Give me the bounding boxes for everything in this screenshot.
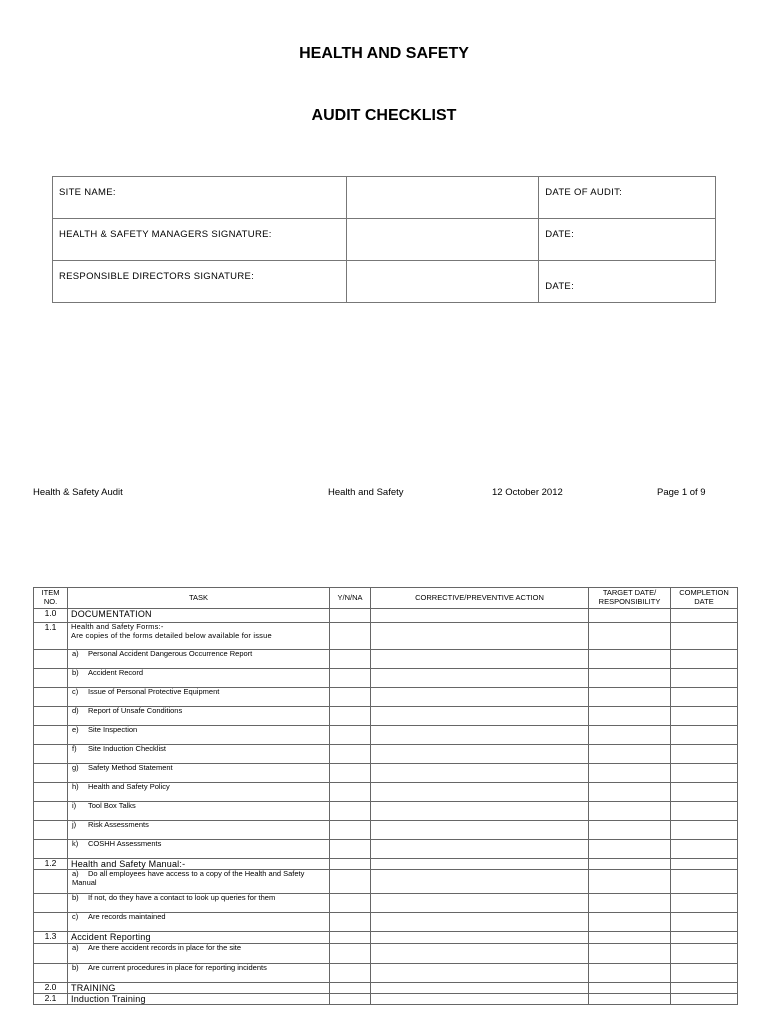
section-heading: DOCUMENTATION — [71, 609, 152, 619]
director-date-label: DATE: — [539, 261, 716, 303]
target-cell[interactable] — [589, 688, 671, 707]
task-text: Issue of Personal Protective Equipment — [88, 687, 220, 696]
item-letter: g) — [72, 763, 79, 772]
task-cell — [68, 650, 330, 669]
yn-cell[interactable] — [330, 821, 371, 840]
director-signature-label: RESPONSIBLE DIRECTORS SIGNATURE: — [53, 261, 347, 303]
item-letter: c) — [72, 687, 79, 696]
checklist-row — [34, 609, 738, 623]
item-letter: f) — [72, 744, 77, 753]
item-number — [34, 745, 68, 764]
manager-date-label: DATE: — [539, 219, 716, 261]
yn-cell[interactable] — [330, 840, 371, 859]
completion-cell[interactable] — [671, 859, 738, 870]
completion-cell[interactable] — [671, 840, 738, 859]
item-number — [34, 650, 68, 669]
task-cell — [68, 913, 330, 932]
header-completion: COMPLETION DATE — [671, 588, 738, 609]
target-cell[interactable] — [589, 913, 671, 932]
checklist-row — [34, 802, 738, 821]
checklist-row — [34, 821, 738, 840]
yn-cell[interactable] — [330, 994, 371, 1005]
yn-cell[interactable] — [330, 802, 371, 821]
header-item-no: ITEM NO. — [34, 588, 68, 609]
checklist-row — [34, 943, 738, 963]
checklist-row — [34, 840, 738, 859]
signoff-row-site — [53, 177, 716, 219]
completion-cell[interactable] — [671, 609, 738, 623]
yn-cell[interactable] — [330, 650, 371, 669]
site-name-label: SITE NAME: — [53, 177, 347, 219]
task-cell — [68, 623, 330, 650]
director-signature-field[interactable] — [346, 261, 539, 303]
checklist-row — [34, 669, 738, 688]
item-number — [34, 894, 68, 913]
completion-cell[interactable] — [671, 913, 738, 932]
action-cell[interactable] — [371, 859, 589, 870]
task-cell — [68, 745, 330, 764]
target-cell[interactable] — [589, 783, 671, 802]
task-text: Risk Assessments — [88, 820, 149, 829]
action-cell[interactable] — [371, 894, 589, 913]
action-cell[interactable] — [371, 840, 589, 859]
yn-cell[interactable] — [330, 745, 371, 764]
checklist-row — [34, 870, 738, 894]
checklist-row — [34, 963, 738, 982]
section-description: Are copies of the forms detailed below available for issue — [71, 630, 272, 640]
yn-cell[interactable] — [330, 943, 371, 963]
section-heading: Health and Safety Forms:- — [71, 622, 164, 631]
action-cell[interactable] — [371, 745, 589, 764]
task-text: Are there accident records in place for the site — [88, 943, 241, 952]
hs-manager-signature-field[interactable] — [346, 219, 539, 261]
task-text: If not, do they have a contact to look up queries for them — [88, 893, 276, 903]
task-cell — [68, 707, 330, 726]
item-number — [34, 707, 68, 726]
task-cell — [68, 821, 330, 840]
target-cell[interactable] — [589, 802, 671, 821]
yn-cell[interactable] — [330, 764, 371, 783]
action-cell[interactable] — [371, 764, 589, 783]
item-letter: i) — [72, 801, 77, 810]
item-number — [34, 764, 68, 783]
completion-cell[interactable] — [671, 943, 738, 963]
task-cell — [68, 802, 330, 821]
item-letter: b) — [72, 893, 79, 903]
item-letter: j) — [72, 820, 77, 829]
action-cell[interactable] — [371, 802, 589, 821]
document-subtitle: AUDIT CHECKLIST — [311, 107, 457, 124]
action-cell[interactable] — [371, 963, 589, 982]
checklist-row — [34, 688, 738, 707]
completion-cell[interactable] — [671, 821, 738, 840]
yn-cell[interactable] — [330, 894, 371, 913]
checklist-row — [34, 650, 738, 669]
target-cell[interactable] — [589, 982, 671, 993]
yn-cell[interactable] — [330, 932, 371, 943]
action-cell[interactable] — [371, 932, 589, 943]
task-text: Site Induction Checklist — [88, 744, 166, 753]
checklist-row — [34, 894, 738, 913]
footer-center: Health and Safety — [328, 487, 404, 498]
checklist-row — [34, 783, 738, 802]
task-text: Health and Safety Policy — [88, 782, 170, 791]
checklist-row — [34, 707, 738, 726]
item-number: 1.0 — [34, 609, 68, 623]
yn-cell[interactable] — [330, 707, 371, 726]
completion-cell[interactable] — [671, 894, 738, 913]
item-number: 1.3 — [34, 932, 68, 943]
footer-page-number: Page 1 of 9 — [657, 487, 706, 498]
action-cell[interactable] — [371, 623, 589, 650]
target-cell[interactable] — [589, 894, 671, 913]
checklist-row — [34, 745, 738, 764]
task-cell — [68, 870, 330, 894]
task-cell — [68, 932, 330, 943]
task-cell — [68, 783, 330, 802]
item-letter: b) — [72, 668, 79, 677]
task-cell — [68, 726, 330, 745]
yn-cell[interactable] — [330, 870, 371, 894]
completion-cell[interactable] — [671, 764, 738, 783]
target-cell[interactable] — [589, 821, 671, 840]
item-number: 2.1 — [34, 994, 68, 1005]
target-cell[interactable] — [589, 745, 671, 764]
target-cell[interactable] — [589, 859, 671, 870]
action-cell[interactable] — [371, 688, 589, 707]
completion-cell[interactable] — [671, 650, 738, 669]
target-cell[interactable] — [589, 609, 671, 623]
item-letter: a) — [72, 943, 79, 952]
action-cell[interactable] — [371, 707, 589, 726]
yn-cell[interactable] — [330, 859, 371, 870]
yn-cell[interactable] — [330, 609, 371, 623]
task-text: Accident Record — [88, 668, 144, 677]
action-cell[interactable] — [371, 913, 589, 932]
completion-cell[interactable] — [671, 783, 738, 802]
item-letter: c) — [72, 912, 79, 922]
header-task: TASK — [68, 588, 330, 609]
footer-left: Health & Safety Audit — [33, 487, 123, 498]
checklist-row — [34, 913, 738, 932]
completion-cell[interactable] — [671, 745, 738, 764]
completion-cell[interactable] — [671, 707, 738, 726]
task-cell — [68, 994, 330, 1005]
item-number — [34, 943, 68, 963]
section-heading: Health and Safety Manual:- — [71, 859, 186, 869]
item-number — [34, 840, 68, 859]
task-text: COSHH Assessments — [88, 839, 162, 848]
target-cell[interactable] — [589, 764, 671, 783]
task-cell — [68, 943, 330, 963]
completion-cell[interactable] — [671, 963, 738, 982]
target-cell[interactable] — [589, 840, 671, 859]
item-number — [34, 726, 68, 745]
task-text: Site Inspection — [88, 725, 138, 734]
target-cell[interactable] — [589, 870, 671, 894]
action-cell[interactable] — [371, 982, 589, 993]
task-cell — [68, 859, 330, 870]
item-number — [34, 783, 68, 802]
action-cell[interactable] — [371, 726, 589, 745]
task-cell — [68, 688, 330, 707]
task-text: Do all employees have access to a copy of the Health and Safety Manual — [72, 869, 305, 887]
item-number — [34, 963, 68, 982]
yn-cell[interactable] — [330, 982, 371, 993]
task-cell — [68, 609, 330, 623]
hs-manager-signature-label: HEALTH & SAFETY MANAGERS SIGNATURE: — [53, 219, 347, 261]
section-heading: Induction Training — [71, 994, 146, 1005]
header-yn: Y/N/NA — [330, 588, 371, 609]
completion-cell[interactable] — [671, 623, 738, 650]
audit-checklist-table — [33, 587, 738, 1005]
item-letter: d) — [72, 706, 79, 715]
completion-cell[interactable] — [671, 994, 738, 1005]
checklist-row — [34, 764, 738, 783]
item-letter: k) — [72, 839, 79, 848]
task-text: Personal Accident Dangerous Occurrence Report — [88, 649, 253, 658]
yn-cell[interactable] — [330, 669, 371, 688]
item-number — [34, 913, 68, 932]
action-cell[interactable] — [371, 609, 589, 623]
yn-cell[interactable] — [330, 688, 371, 707]
item-number: 1.1 — [34, 623, 68, 650]
completion-cell[interactable] — [671, 669, 738, 688]
action-cell[interactable] — [371, 669, 589, 688]
header-target: TARGET DATE/ RESPONSIBILITY — [589, 588, 671, 609]
document-title: HEALTH AND SAFETY — [299, 45, 469, 62]
item-letter: e) — [72, 725, 79, 734]
task-cell — [68, 894, 330, 913]
task-cell — [68, 669, 330, 688]
item-number — [34, 669, 68, 688]
item-letter: a) — [72, 869, 79, 879]
completion-cell[interactable] — [671, 802, 738, 821]
item-letter: b) — [72, 963, 79, 972]
target-cell[interactable] — [589, 650, 671, 669]
checklist-row — [34, 726, 738, 745]
task-text: Report of Unsafe Conditions — [88, 706, 183, 715]
date-of-audit-label: DATE OF AUDIT: — [539, 177, 716, 219]
completion-cell[interactable] — [671, 870, 738, 894]
item-number: 2.0 — [34, 982, 68, 993]
action-cell[interactable] — [371, 783, 589, 802]
item-number — [34, 870, 68, 894]
task-text: Tool Box Talks — [88, 801, 136, 810]
task-cell — [68, 982, 330, 993]
item-letter: h) — [72, 782, 79, 791]
checklist-row — [34, 859, 738, 870]
completion-cell[interactable] — [671, 688, 738, 707]
target-cell[interactable] — [589, 623, 671, 650]
section-heading: Accident Reporting — [71, 932, 151, 943]
target-cell[interactable] — [589, 994, 671, 1005]
header-action: CORRECTIVE/PREVENTIVE ACTION — [371, 588, 589, 609]
yn-cell[interactable] — [330, 726, 371, 745]
yn-cell[interactable] — [330, 783, 371, 802]
checklist-row — [34, 932, 738, 943]
target-cell[interactable] — [589, 943, 671, 963]
task-text: Are current procedures in place for reporting incidents — [88, 963, 267, 972]
action-cell[interactable] — [371, 821, 589, 840]
signoff-row-director — [53, 261, 716, 303]
item-number — [34, 802, 68, 821]
action-cell[interactable] — [371, 943, 589, 963]
target-cell[interactable] — [589, 726, 671, 745]
item-letter: a) — [72, 649, 79, 658]
completion-cell[interactable] — [671, 932, 738, 943]
target-cell[interactable] — [589, 669, 671, 688]
action-cell[interactable] — [371, 650, 589, 669]
task-cell — [68, 764, 330, 783]
completion-cell[interactable] — [671, 726, 738, 745]
checklist-row — [34, 982, 738, 993]
section-heading: TRAINING — [71, 982, 116, 993]
signoff-table — [52, 176, 716, 303]
checklist-row — [34, 623, 738, 650]
task-text: Are records maintained — [88, 912, 166, 922]
target-cell[interactable] — [589, 932, 671, 943]
checklist-header-row — [34, 588, 738, 609]
completion-cell[interactable] — [671, 982, 738, 993]
item-number: 1.2 — [34, 859, 68, 870]
site-name-field[interactable] — [346, 177, 539, 219]
yn-cell[interactable] — [330, 623, 371, 650]
footer-date: 12 October 2012 — [492, 487, 563, 498]
task-cell — [68, 840, 330, 859]
checklist-row — [34, 994, 738, 1005]
action-cell[interactable] — [371, 870, 589, 894]
yn-cell[interactable] — [330, 963, 371, 982]
yn-cell[interactable] — [330, 913, 371, 932]
item-number — [34, 821, 68, 840]
task-text: Safety Method Statement — [88, 763, 173, 772]
target-cell[interactable] — [589, 963, 671, 982]
task-cell — [68, 963, 330, 982]
target-cell[interactable] — [589, 707, 671, 726]
action-cell[interactable] — [371, 994, 589, 1005]
item-number — [34, 688, 68, 707]
signoff-row-manager — [53, 219, 716, 261]
